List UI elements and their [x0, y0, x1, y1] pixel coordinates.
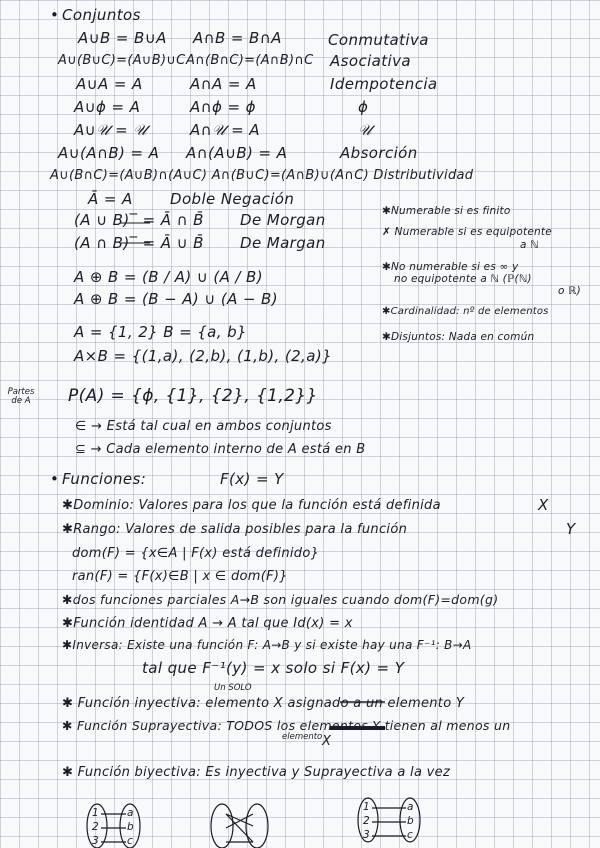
biyectiva: ✱ Función biyectiva: Es inyectiva y Suprayectiva a la vez	[62, 765, 451, 780]
side-note-numerable: ✱Numerable si es finito	[382, 205, 511, 217]
side-note-numerable-inf-2: a ℕ	[520, 239, 539, 251]
law-row-5-union: A∪𝒰 = 𝒰	[74, 121, 148, 139]
law-row-2-intersection: A∩(B∩C)=(A∩B)∩C	[186, 53, 314, 68]
diag3-label-c: c	[407, 829, 413, 841]
diag1-label-b: b	[127, 821, 134, 833]
morgan-2-label: De Margan	[240, 234, 326, 252]
double-negation-expr: Ā = A	[88, 190, 133, 208]
diag3-label-1: 1	[363, 801, 370, 813]
rango: ✱Rango: Valores de salida posibles para la función	[62, 522, 408, 537]
sets-heading-bullet: •	[50, 6, 60, 24]
law-row-1-name: Conmutativa	[328, 31, 429, 49]
distributive-law: A∪(B∩C)=(A∪B)∩(A∪C) A∩(B∪C)=(A∩B)∪(A∩C) Distributividad	[50, 168, 474, 183]
law-row-1-intersection: A∩B = B∩A	[193, 29, 282, 47]
diag3-label-3: 3	[363, 829, 370, 841]
inversa-1: ✱Inversa: Existe una función F: A→B y si existe hay una F⁻¹: B→A	[62, 638, 472, 652]
ran-definition: ran(F) = {F(x)∈B | x ∈ dom(F)}	[72, 569, 288, 584]
functions-heading-bullet: •	[50, 470, 60, 488]
power-set: P(A) = {ϕ, {1}, {2}, {1,2}}	[68, 386, 318, 406]
sets-heading: Conjuntos	[62, 6, 141, 24]
example-sets: A = {1, 2} B = {a, b}	[74, 323, 247, 341]
belongs-note: ∈ → Está tal cual en ambos conjuntos	[75, 419, 332, 434]
suprayectiva-note: elemento	[282, 732, 323, 742]
functions-heading: Funciones:	[62, 470, 147, 488]
law-row-3-union: A∪A = A	[76, 75, 143, 93]
double-negation-label: Doble Negación	[170, 190, 295, 208]
parciales: ✱dos funciones parciales A→B son iguales cuando dom(F)=dom(g)	[62, 592, 499, 607]
morgan-2-expr: (A ∩ B)‾ = Ā ∪ B̄	[74, 234, 204, 252]
diag1-label-3: 3	[92, 835, 99, 847]
suprayectiva: ✱ Función Suprayectiva: TODOS los elementos Y tienen al menos un	[62, 718, 511, 733]
surjective-diagram	[211, 804, 268, 848]
law-row-3-name: Idempotencia	[330, 75, 438, 93]
diag3-label-b: b	[407, 815, 414, 827]
law-row-5-name: 𝒰	[358, 121, 372, 139]
symmetric-difference-2: A ⊕ B = (B − A) ∪ (A − B)	[74, 290, 278, 308]
dom-definition: dom(F) = {x∈A | F(x) está definido}	[72, 546, 320, 561]
law-row-4-intersection: A∩ϕ = ϕ	[190, 98, 256, 116]
law-row-6-union: A∪(A∩B) = A	[58, 144, 160, 162]
side-note-cardinalidad: ✱Cardinalidad: nº de elementos	[382, 306, 549, 317]
diag3-label-a: a	[407, 801, 414, 813]
inyectiva: ✱ Función inyectiva: elemento X asignado a un elemento Y	[62, 696, 465, 711]
law-row-3-intersection: A∩A = A	[190, 75, 257, 93]
law-row-6-intersection: A∩(A∪B) = A	[186, 144, 288, 162]
morgan-1-expr: (A ∪ B)‾ = Ā ∩ B̄	[74, 211, 204, 229]
side-note-numerable-inf: ✗ Numerable si es equipotente	[382, 226, 552, 238]
symmetric-difference-1: A ⊕ B = (B / A) ∪ (A / B)	[74, 268, 263, 286]
rango-var: Y	[566, 520, 576, 538]
side-note-no-numerable-3: o ℝ)	[558, 285, 581, 297]
diag1-label-c: c	[127, 835, 133, 847]
law-row-2-name: Asociativa	[330, 52, 411, 70]
side-note-no-numerable-2: no equipotente a ℕ (ℙ(ℕ)	[394, 273, 532, 285]
identidad: ✱Función identidad A → A tal que Id(x) = x	[62, 616, 353, 631]
dominio: ✱Dominio: Valores para los que la función está definida	[62, 498, 441, 513]
diag1-label-1: 1	[92, 807, 99, 819]
law-row-6-name: Absorción	[340, 144, 418, 162]
law-row-4-union: A∪ϕ = A	[74, 98, 141, 116]
inversa-2: tal que F⁻¹(y) = x solo si F(x) = Y	[142, 659, 405, 677]
inyectiva-note: Un SOLO	[214, 683, 252, 693]
power-set-label: Partes de A	[7, 387, 35, 406]
diag1-label-2: 2	[92, 821, 99, 833]
subset-note: ⊆ → Cada elemento interno de A está en B	[75, 442, 366, 457]
functions-formula: F(x) = Y	[220, 470, 284, 488]
law-row-1-union: A∪B = B∪A	[78, 29, 167, 47]
diag3-label-2: 2	[363, 815, 370, 827]
suprayectiva-x: X	[322, 734, 332, 749]
dominio-var: X	[538, 496, 549, 514]
law-row-5-intersection: A∩𝒰 = A	[190, 121, 260, 139]
cartesian-product: A×B = {(1,a), (2,b), (1,b), (2,a)}	[74, 347, 333, 365]
side-note-disjuntos: ✱Disjuntos: Nada en común	[382, 331, 535, 343]
law-row-2-union: A∪(B∪C)=(A∪B)∪C	[58, 53, 186, 68]
side-note-no-numerable: ✱No numerable si es ∞ y	[382, 261, 519, 273]
diag1-label-a: a	[127, 807, 134, 819]
law-row-4-name: ϕ	[358, 98, 369, 116]
morgan-1-label: De Morgan	[240, 211, 326, 229]
